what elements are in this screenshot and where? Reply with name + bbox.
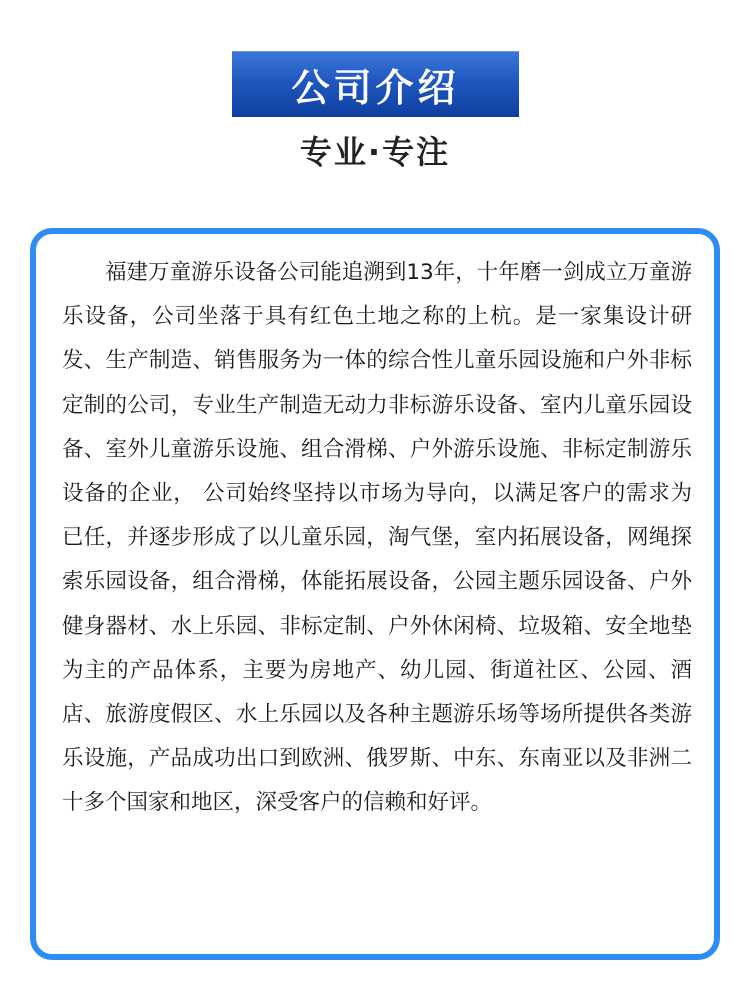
company-intro-card: [30, 228, 720, 960]
page-subtitle: 专业·专注: [299, 133, 451, 171]
title-banner: [232, 51, 519, 117]
company-intro-text: 福建万童游乐设备公司能追溯到13年，十年磨一剑成立万童游乐设备，公司坐落于具有红色土地之称的上杭。是一家集设计研发、生产制造、销售服务为一体的综合性儿童乐园设施和户外非标定制的公司，专业生产制造无动力非标游乐设备、室内儿童乐园设备、室外儿童游乐设施、组合滑梯、户外游乐设施、非标定制游乐设备的企业， 公司始终坚持以市场为导向，以满足客户的需求为已任，并逐步形成了以儿童乐园，淘气堡，室内拓展设备，网绳探索乐园设备，组合滑梯，体能拓展设备，公园主题乐园设备、户外健身器材、水上乐园、非标定制、户外休闲椅、垃圾箱、安全地垫为主的产品体系，主要为房地产、幼儿园、街道社区、公园、酒店、旅游度假区、水上乐园以及各种主题游乐场等场所提供各类游乐设施，产品成功出口到欧洲、俄罗斯、中东、东南亚以及非洲二十多个国家和地区，深受客户的信赖和好评。: [62, 260, 692, 816]
page-title: 公司介绍: [291, 65, 460, 110]
